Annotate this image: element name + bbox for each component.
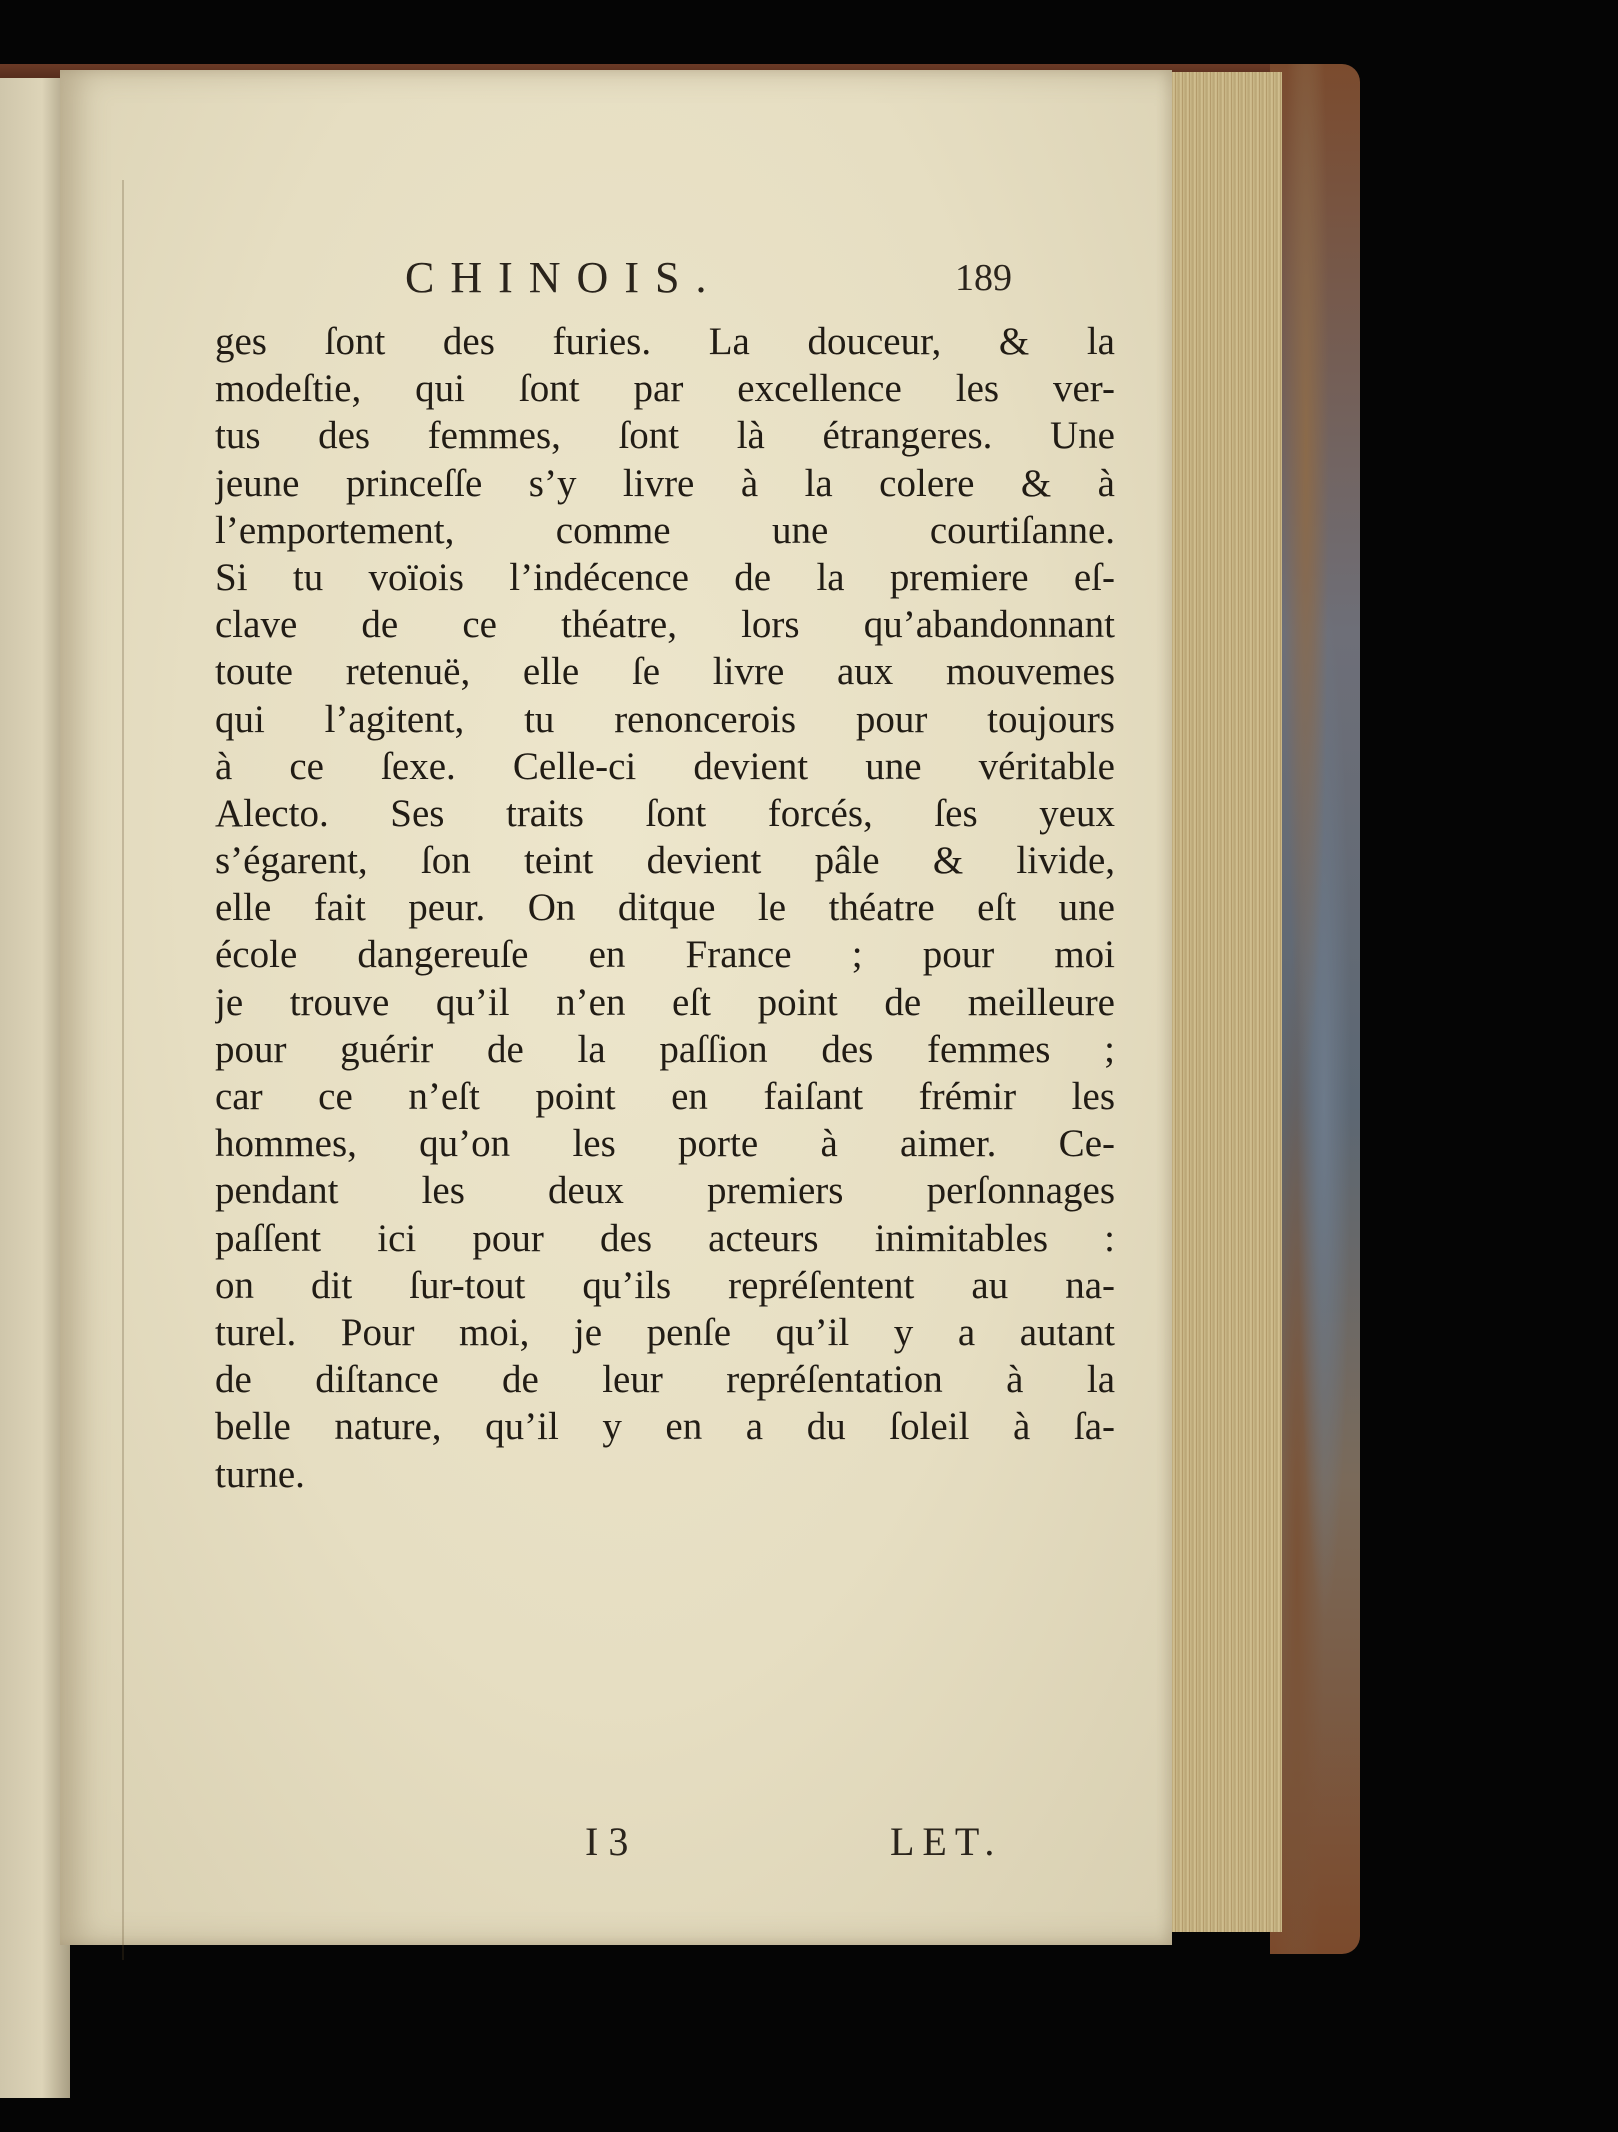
text-line: école dangereuſe en France ; pour moi: [215, 933, 1115, 977]
signature-mark: I 3: [585, 1819, 629, 1864]
text-line: Alecto. Ses traits ſont forcés, ſes yeux: [215, 791, 1115, 835]
marbled-binding: [1270, 64, 1360, 1954]
text-line: tus des femmes, ſont là étrangeres. Une: [215, 414, 1115, 458]
text-line: toute retenuë, elle ſe livre aux mouvemes: [215, 650, 1115, 694]
text-line: à ce ſexe. Celle-ci devient une véritable: [215, 744, 1115, 788]
text-line: turel. Pour moi, je penſe qu’il y a autant: [215, 1310, 1115, 1354]
text-line: belle nature, qu’il y en a du ſoleil à ſa-: [215, 1405, 1115, 1449]
text-line: turne.: [215, 1452, 305, 1496]
text-line: l’emportement, comme une courtiſanne.: [215, 508, 1115, 552]
text-line: clave de ce théatre, lors qu’abandonnant: [215, 603, 1115, 647]
text-line: on dit ſur-tout qu’ils repréſentent au na-: [215, 1263, 1115, 1307]
text-line: jeune princeſſe s’y livre à la colere & à: [215, 461, 1115, 505]
text-line: modeſtie, qui ſont par excellence les ver-: [215, 367, 1115, 411]
page-block-edges: [1160, 72, 1282, 1932]
text-line: pour guérir de la paſſion des femmes ;: [215, 1027, 1115, 1071]
body-text: [215, 318, 1115, 1498]
text-line: pendant les deux premiers perſonnages: [215, 1169, 1115, 1213]
catchword: LET.: [890, 1819, 1003, 1864]
book-page: [60, 70, 1172, 1945]
text-line: elle fait peur. On ditque le théatre eſt une: [215, 886, 1115, 930]
text-line: je trouve qu’il n’en eſt point de meilleure: [215, 980, 1115, 1024]
gutter-shadow: [122, 180, 124, 1960]
running-head-title: CHINOIS.: [405, 253, 723, 302]
text-line: hommes, qu’on les porte à aimer. Ce-: [215, 1122, 1115, 1166]
text-line: paſſent ici pour des acteurs inimitables :: [215, 1216, 1115, 1260]
text-line: de diſtance de leur repréſentation à la: [215, 1358, 1115, 1402]
running-head: [60, 252, 1172, 312]
text-line: s’égarent, ſon teint devient pâle & livide,: [215, 839, 1115, 883]
text-line: car ce n’eſt point en faiſant frémir les: [215, 1075, 1115, 1118]
page-number: 189: [955, 257, 1012, 299]
text-line: qui l’agitent, tu renoncerois pour toujours: [215, 697, 1115, 741]
text-line: Si tu voïois l’indécence de la premiere eſ-: [215, 555, 1115, 599]
text-line: ges ſont des furies. La douceur, & la: [215, 320, 1115, 363]
